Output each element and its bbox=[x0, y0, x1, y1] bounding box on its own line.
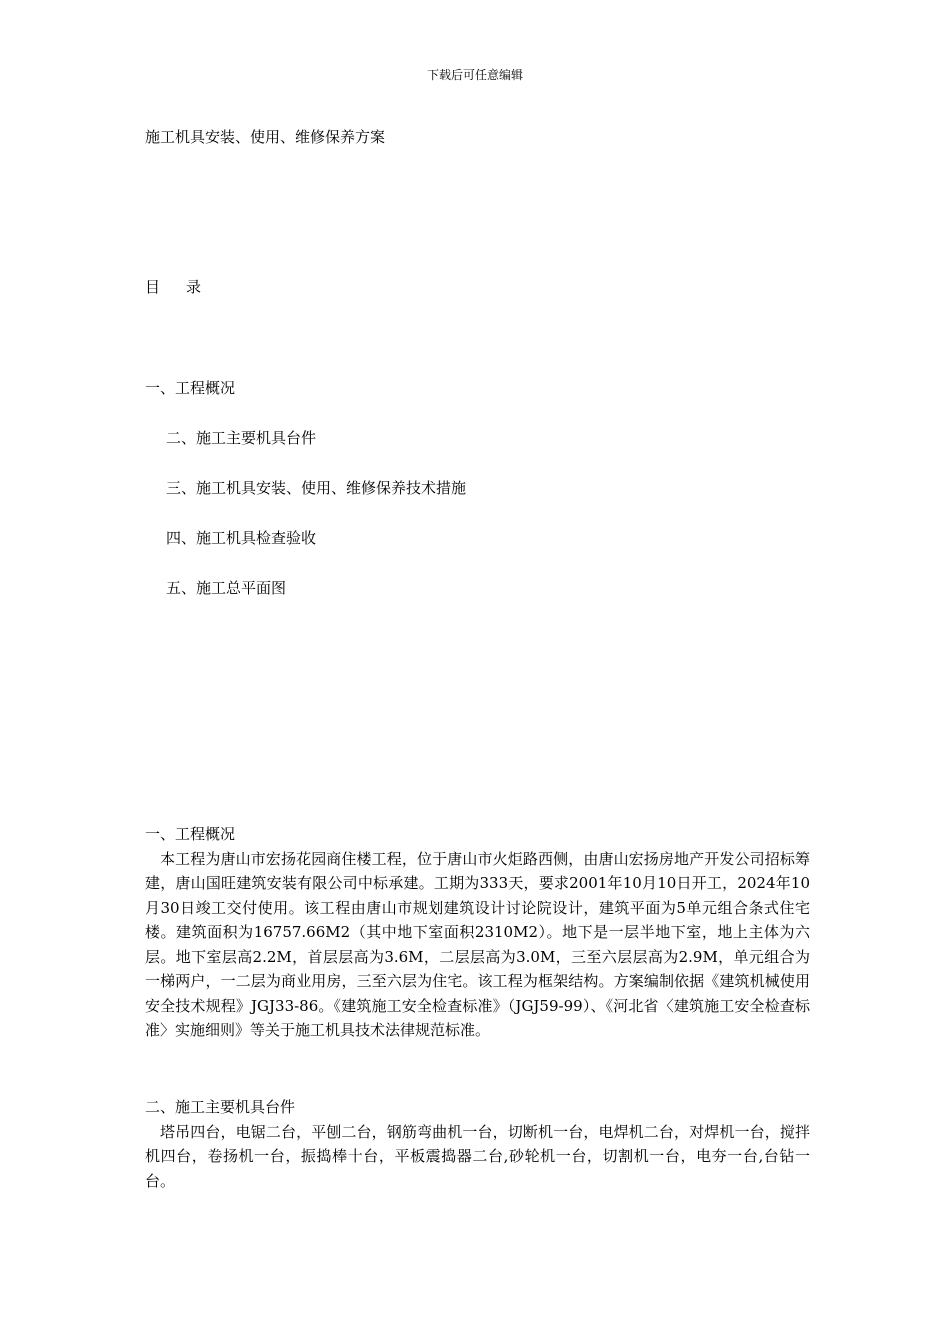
toc-heading-right: 录 bbox=[186, 278, 202, 296]
document-title: 施工机具安装、使用、维修保养方案 bbox=[145, 128, 386, 146]
toc-heading bbox=[145, 276, 201, 297]
section-overview bbox=[145, 822, 810, 1043]
section-heading: 一、工程概况 bbox=[145, 825, 236, 843]
section-heading: 二、施工主要机具台件 bbox=[145, 1098, 296, 1116]
section-body: 塔吊四台，电锯二台，平刨二台，钢筋弯曲机一台，切断机一台，电焊机二台，对焊机一台，搅拌机四台，卷扬机一台，振捣棒十台，平板震捣器二台,砂轮机一台，切割机一台，电夯一台,台钻一台。 bbox=[145, 1122, 810, 1190]
toc-heading-left: 目 bbox=[145, 278, 161, 296]
toc-item[interactable]: 一、工程概况 bbox=[145, 379, 236, 397]
page-header: 下载后可任意编辑 bbox=[426, 68, 523, 82]
toc-item[interactable]: 五、施工总平面图 bbox=[166, 579, 287, 597]
toc-item[interactable]: 二、施工主要机具台件 bbox=[166, 429, 317, 447]
section-body: 本工程为唐山市宏扬花园商住楼工程，位于唐山市火炬路西侧，由唐山宏扬房地产开发公司招标筹建，唐山国旺建筑安装有限公司中标承建。工期为333天，要求2001年10月10日开工，2024年10月30日竣工交付使用。该工程由唐山市规划建筑设计讨论院设计，建筑平面为5单元组合条式住宅楼。建筑面积为16757.66M2（其中地下室面积2310M2）。地下是一层半地下室，地上主体为六层。地下室层高2.2M，首层层高为3.6M，二层层高为3.0M，三至六层层高为2.9M，单元组合为一梯两户，一二层为商业用房，三至六层为住宅。该工程为框架结构。方案编制依据《建筑机械使用安全技术规程》JGJ33-86。《建筑施工安全检查标准》（JGJ59-99）、《河北省〈建筑施工安全检查标准〉实施细则》等关于施工机具技术法律规范标准。 bbox=[145, 849, 810, 1039]
section-machinery bbox=[145, 1095, 810, 1193]
toc-item[interactable]: 四、施工机具检查验收 bbox=[166, 529, 317, 547]
toc-item[interactable]: 三、施工机具安装、使用、维修保养技术措施 bbox=[166, 479, 467, 497]
